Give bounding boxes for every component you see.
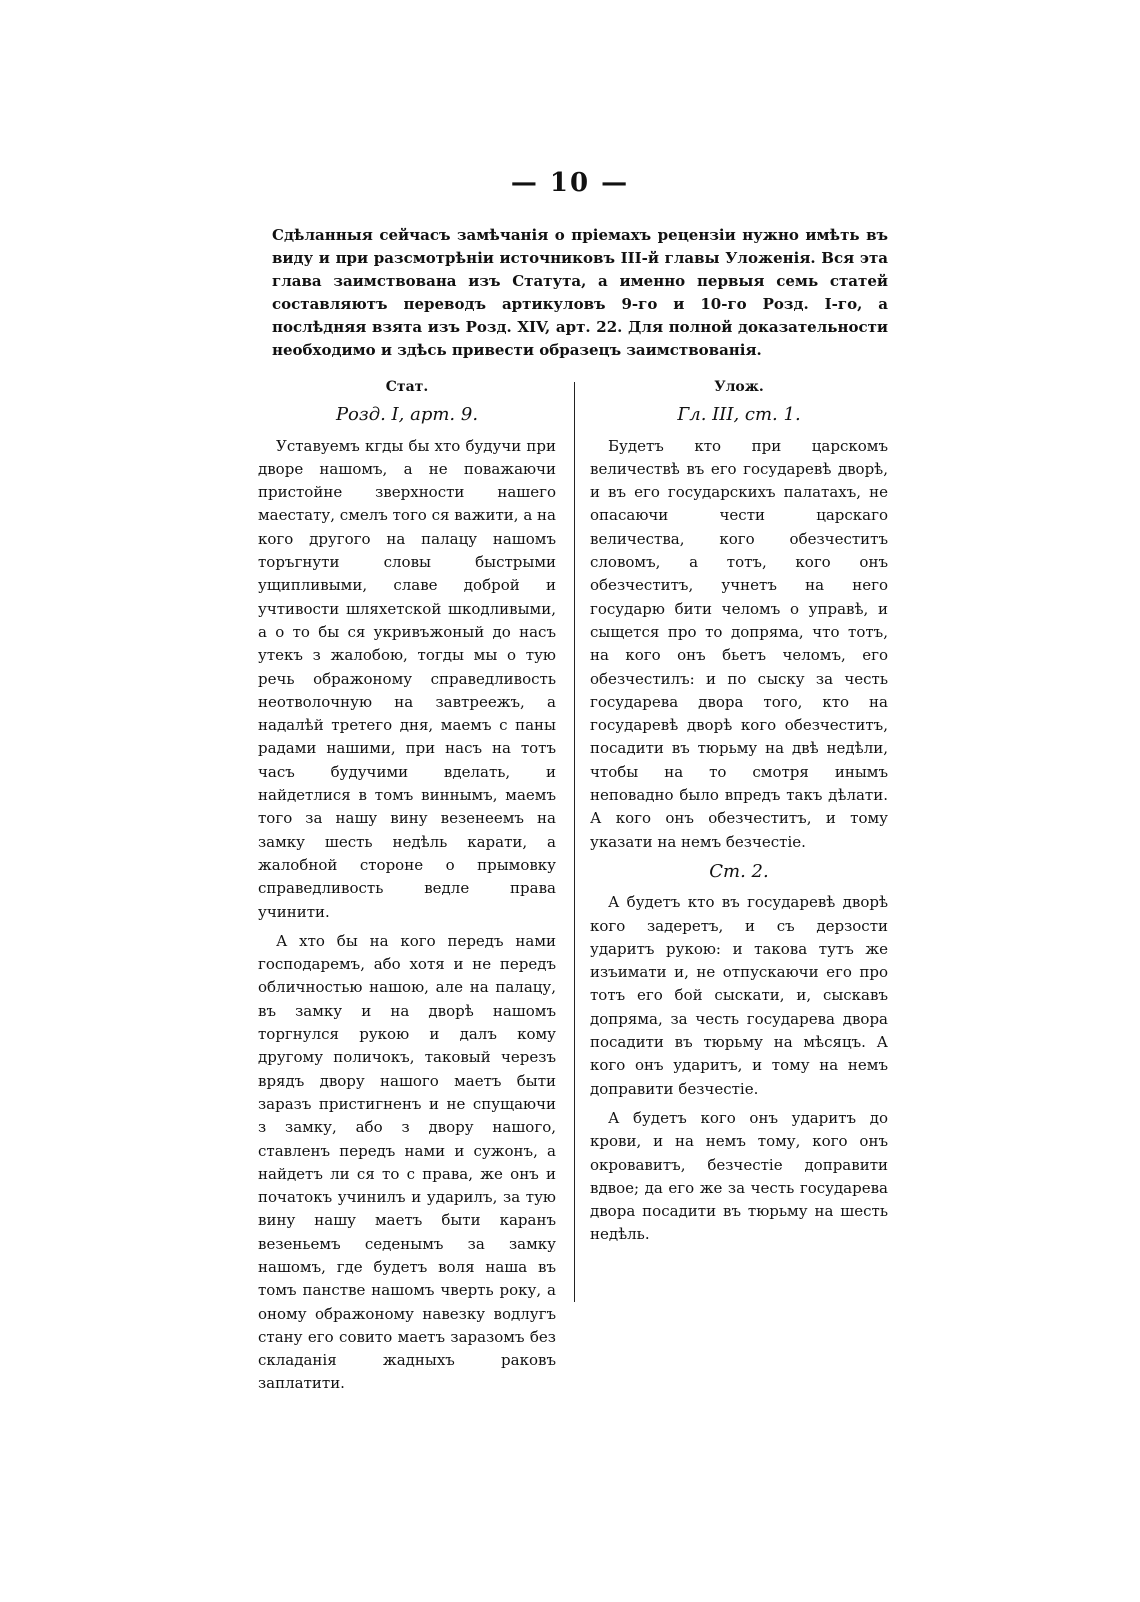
left-column	[258, 376, 556, 1402]
left-paragraph-2: А хто бы на кого передъ нами господаремъ, або хотя и не передъ обличностью нашою, але на палацу, въ замку и на дворѣ нашомъ торгнулся рукою и далъ кому другому поличокъ, таковый черезъ врядъ двору нашого маетъ быти заразъ пристигненъ и не спущаючи з замку, або з двору нашого, ставленъ передъ нами и сужонъ, а найдетъ ли ся то с права, же онъ и початокъ учинилъ и ударилъ, за тую вину нашу маетъ быти каранъ везеньемъ седенымъ за замку нашомъ, где будетъ воля наша въ томъ панстве нашомъ чверть року, а оному ображоному навезку водлугъ стану его совито маетъ заразомъ без складанія жадныхъ раковъ заплатити.	[258, 931, 556, 1393]
column-divider	[574, 382, 575, 1302]
page-number: — 10 —	[510, 168, 630, 198]
right-paragraph-3: А будетъ кого онъ ударитъ до крови, и на немъ тому, кого онъ окровавитъ, безчестіе доправити вдвое; да его же за честь государева двора посадити въ тюрьму на шесть недѣль.	[590, 1108, 888, 1244]
right-paragraph-1: Будетъ кто при царскомъ величествѣ въ его государевѣ дворѣ, и въ его государскихъ палатахъ, не опасаючи чести царскаго величества, кого обезчеститъ словомъ, а тотъ, кого онъ обезчеститъ, учнетъ на него государю бити челомъ о управѣ, и сыщется про то допряма, что тотъ, на кого онъ бьетъ челомъ, его обезчестилъ: и по сыску за честь государева двора того, кто на государевѣ дворѣ кого обезчеститъ, посадити въ тюрьму на двѣ недѣли, чтобы на то смотря инымъ неповадно было впредъ такъ дѣлати. А кого онъ обезчеститъ, и тому указати на немъ безчестіе.	[590, 436, 888, 851]
right-column-reference: Гл. III, ст. 1.	[677, 404, 801, 426]
right-column	[590, 376, 888, 1253]
left-column-reference: Розд. I, арт. 9.	[335, 404, 479, 426]
right-sub-reference: Ст. 2.	[709, 860, 769, 882]
right-paragraph-2: А будетъ кто въ государевѣ дворѣ кого задеретъ, и съ дерзости ударитъ рукою: и такова тутъ же изъимати и, не отпускаючи его про тотъ его бой сыскати, и, сыскавъ допряма, за честь государева двора посадити въ тюрьму на мѣсяцъ. А кого онъ ударитъ, и тому на немъ доправити безчестіе.	[590, 893, 888, 1098]
intro-paragraph: Сдѣланныя сейчасъ замѣчанія о пріемахъ рецензіи нужно имѣть въ виду и при разсмотрѣніи источниковъ III-й главы Уложенія. Вся эта глава заимствована изъ Статута, а именно первыя семь статей составляютъ переводъ артикуловъ 9-го и 10-го Розд. I-го, а послѣдняя взята изъ Розд. XIV, арт. 22. Для полной доказательности необходимо и здѣсь привести образецъ заимствованія.	[272, 226, 888, 359]
left-paragraph-1: Уставуемъ кгды бы хто будучи при дворе нашомъ, а не поважаючи пристойне зверхности нашего маестату, смелъ того ся важити, а на кого другого на палацу нашомъ торъгнути словы быстрыми ущипливыми, славе доброй и учтивости шляхетской шкодливыми, а о то бы ся укривъжоный до насъ утекъ з жалобою, тогды мы о тую речь ображоному справедливость неотволочную на завтреежъ, а надалѣй третего дня, маемъ с паны радами нашими, при насъ на тотъ часъ будучими вделать, и найдетлися в томъ виннымъ, маемъ того за нашу вину везенеемъ на замку шесть недѣль карати, а жалобной стороне о прымовку справедливость ведле права учинити.	[258, 436, 556, 921]
right-column-heading: Улож.	[714, 379, 764, 395]
left-column-heading: Стат.	[385, 379, 429, 395]
